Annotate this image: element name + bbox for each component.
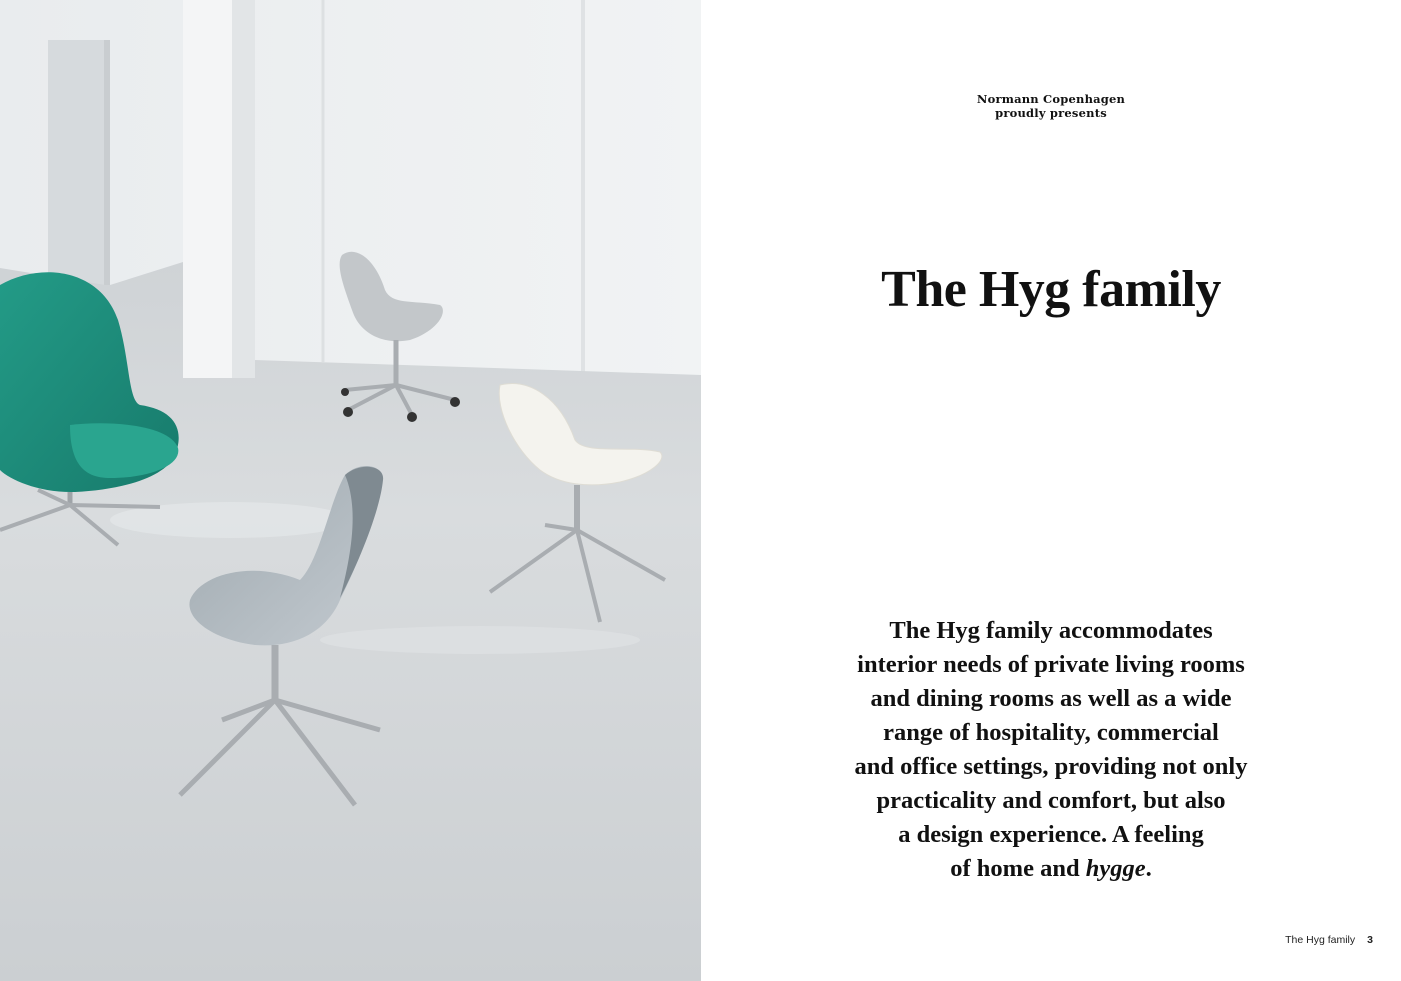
body-line: and dining rooms as well as a wide [870, 685, 1232, 712]
hygge-word: hygge [1085, 855, 1146, 882]
page-title: The Hyg family [881, 261, 1221, 318]
body-line: The Hyg family accommodates [889, 617, 1213, 644]
page-number: 3 [1367, 934, 1373, 946]
body-last-suffix: . [1145, 855, 1152, 882]
body-line: and office settings, providing not only [854, 753, 1248, 780]
doorway [48, 40, 105, 285]
presenter-line-1: Normann Copenhagen [976, 92, 1126, 106]
body-last-prefix: of home and [950, 855, 1086, 882]
body-line: a design experience. A feeling [898, 821, 1204, 848]
body-line: range of hospitality, commercial [883, 719, 1219, 746]
presenter-credit [701, 92, 1401, 120]
text-page [701, 0, 1401, 981]
page-footer [1285, 934, 1373, 946]
body-line: practicality and comfort, but also [876, 787, 1226, 814]
footer-label: The Hyg family [1285, 934, 1356, 946]
intro-paragraph [701, 614, 1401, 886]
body-line: interior needs of private living rooms [857, 651, 1245, 678]
presenter-line-2: proudly presents [995, 106, 1107, 120]
body-last-line [701, 852, 1401, 886]
